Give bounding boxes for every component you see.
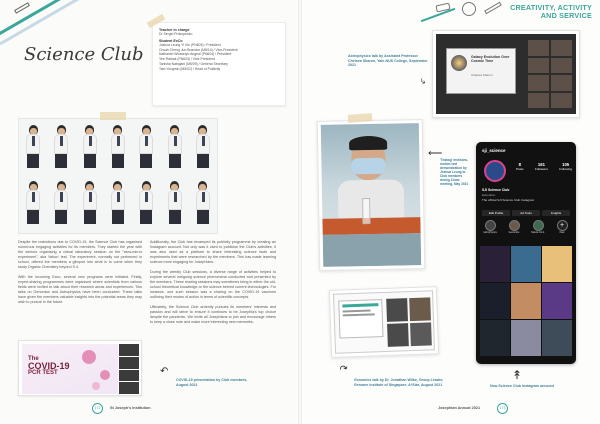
exco-member: Joshua Leung Yi Xin (PN603) / President [159,42,221,47]
insta-following-count: 105 [562,162,570,167]
teabag-caption: 'Teabag' test/slow-motion test demonstration by Joshua Leung to Club members during Zoom meeting, May 2021 [440,158,469,186]
covid-presentation-photo [18,340,142,396]
teacher-heading: Teacher in charge [159,28,190,32]
exco-member: Tanisha Nabajani (M5/09) / General Secretary [159,61,228,66]
covid-title-line3: PCR TEST [28,370,58,376]
insta-handle: sji_science [482,148,506,153]
page-number-left: 172 [92,403,103,414]
section-title-line1: CREATIVITY, ACTIVITY [510,3,592,12]
insta-caption: New Science Club Instagram account [490,384,554,388]
astro-slide [446,48,516,94]
genomics-talk-photo [329,286,439,358]
page-number-right: 173 [497,403,508,414]
genomics-zoom-screen [333,290,435,353]
footer-left-text: St Joseph's Institution [110,406,151,410]
insta-highlight-label: Astrophysics [483,231,497,234]
astro-slide-speaker: Chelsea Sharon [471,73,493,77]
covid-slide [22,344,118,394]
covid-title-line1: The [28,356,39,362]
insta-posts-label: Posts [516,167,524,171]
participant-tiles [528,40,572,108]
insta-followers-label: Followers [534,167,548,171]
insta-post-grid [480,246,572,356]
covid-title-line2: COVID-19 [28,361,70,371]
exco-member: Yee Rathak (PN603) / Vice-President [159,57,215,62]
tape [100,112,126,120]
footer-right-text: Josephian Annual 2021 [438,406,481,410]
insta-highlight-label: Genomics [508,231,520,234]
insta-highlights: Astrophysics Genomics Nature Cont. + New [480,220,572,234]
arrow-icon: ⤷ [418,75,428,88]
insta-highlight-label: New [559,231,565,234]
insta-bio-category: Education [482,193,496,197]
astro-caption: Astrophysics talk by Assistant Professor Chelsea Sharon, Yale-NUS College, September 2021 [348,54,428,68]
arrow-icon: ↶ [160,366,169,377]
exco-heading: Student ExCo [159,38,183,43]
tape [348,113,372,123]
exco-member: Nathaniel Wirasetyo Angeal (PN604) / President [159,52,232,57]
exco-member: Tam Yongmin (M5/02) / Head of Publicity [159,66,221,71]
insta-posts-count: 8 [518,162,521,167]
covid-caption: COVID-19 presentation by Club members, August 2021 [176,378,248,387]
insta-bio-line: The official SJI Science Club Instagram [482,198,535,202]
body-text-column-2: Additionally, the Club has revamped its publicity programme by creating an Instagram account. Not only was it used to publicise the Club's activities, it was also used as a platform to share interesting science facts and experiments that were researched by the members. This has made learning science more engaging for Josephians. During the weekly Club sessions, a diverse range of activities helped to explore several intriguing science phenomena conducted and presented by the members. These sharing sessions may sometimes bring in either the old-school theoretical knowledge or the science behind current technologies. For instance, one such session was a sharing on the COVID-19 vaccines outlining their modes of action in terms of scientific concepts. Ultimately, the Science Club ardently pursues its members' interests and passion and will strive to ensure it continues to be Josephia's top choice despite the pandemic. We invite all Josephians to join and encourage others to keep a close note and make more interesting new memories. [150,240,276,324]
covid-slide-title [28,356,70,377]
insta-ad-tools-button[interactable]: Ad Tools [512,210,540,216]
insta-edit-profile-button[interactable]: Edit Profile [482,210,510,216]
arrow-icon: ⟵ [428,148,443,159]
group-photo [18,118,218,234]
genomics-caption: Genomics talk by Dr. Jonathan Wilke, Group Leader, Genome Institute of Singapore, A*Star, August 2021 [354,378,444,387]
arrow-icon: ↷ [338,362,351,377]
zoom-screen [436,34,576,114]
section-title [510,4,592,20]
body-text-column-1: Despite the restrictions due to COVID-19, the Science Club has organised numerous engaging activities for its members. They started the year with the seniors organising a virtual laboratory session on the "slow-mirror experiment", aka 'falcon' test. The experiment, normally not performed in school, offered the members a glimpse into what is to come when they study Organic Chemistry beyond S.4. With the incoming Exco, several new programs were initiated. Firstly, expert-sharing programmes were organised where scientists from various fields were invited to talk about their research areas and experiences. Two talks on Genomics and Astrophysics have been conducted. These talks have given the members valuable insights into the potential areas they may wish to pursue in the future. [18,240,142,304]
teabag-test-photo [317,119,426,271]
insta-followers-count: 161 [537,162,545,167]
instagram-screenshot [476,142,576,364]
astro-slide-title: Galaxy Evolution Over Cosmic Time [471,55,510,64]
book-spine [298,0,302,424]
teacher-name: Dr Sergei Prokopenko [159,32,193,36]
insta-insights-button[interactable]: Insights [542,210,570,216]
section-title-line2: AND SERVICE [540,11,592,20]
video-participant-strip [119,344,139,394]
people-box [152,22,286,106]
insta-avatar [484,160,506,182]
insta-following-label: Following [559,167,572,171]
astrophysics-talk-photo [432,30,580,118]
arrow-icon: ↟ [512,368,523,382]
insta-highlight-label: Nature Cont. [531,231,545,234]
club-title: Science Club [24,44,144,65]
exco-member: Chuah Cheng Jun Brandon (M8/14) / Vice-President [159,47,238,52]
insta-bio-name: SJI Science Club [482,188,510,192]
